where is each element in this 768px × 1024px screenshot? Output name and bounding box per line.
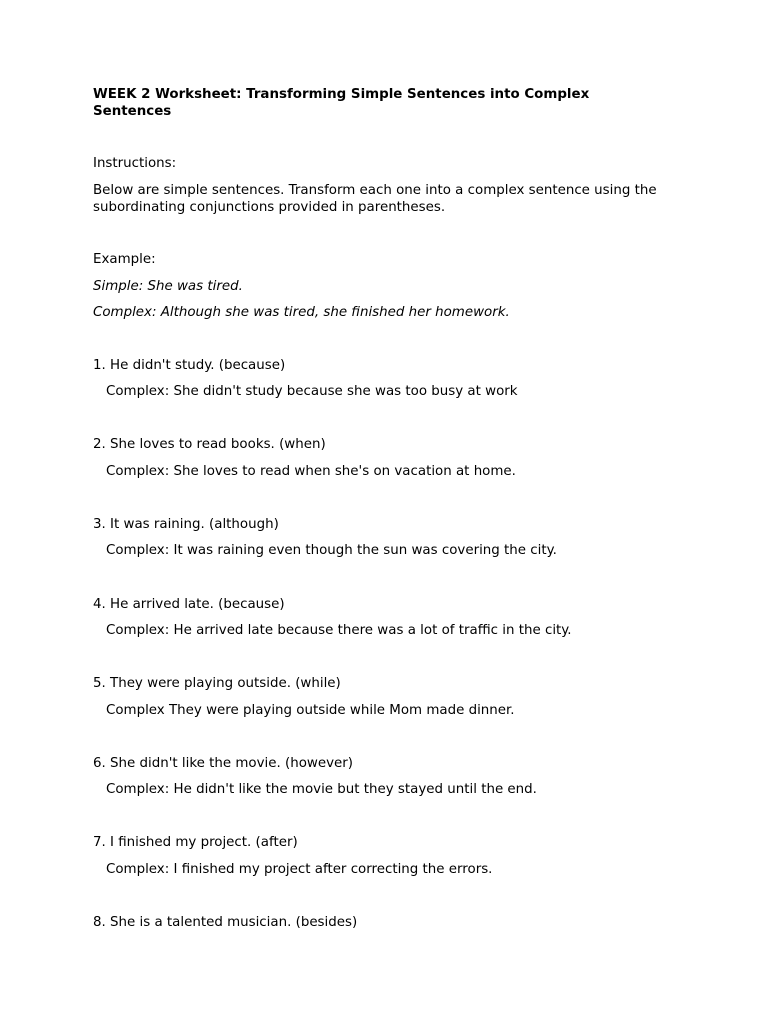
item-1-answer: Complex: She didn't study because she was too busy at work bbox=[106, 384, 518, 399]
example-label: Example: bbox=[93, 252, 156, 267]
item-2-answer: Complex: She loves to read when she's on vacation at home. bbox=[106, 464, 516, 479]
item-8-prompt: 8. She is a talented musician. (besides) bbox=[93, 915, 358, 930]
item-7-prompt: 7. I finished my project. (after) bbox=[93, 835, 298, 850]
item-4-prompt: 4. He arrived late. (because) bbox=[93, 597, 285, 612]
example-simple: Simple: She was tired. bbox=[93, 279, 243, 294]
instructions-text: Below are simple sentences. Transform each one into a complex sentence using the subordinating conjunctions provided in parentheses. bbox=[93, 183, 657, 215]
item-6-answer: Complex: He didn't like the movie but they stayed until the end. bbox=[106, 782, 537, 797]
item-5-answer: Complex They were playing outside while Mom made dinner. bbox=[106, 703, 515, 718]
instructions-label: Instructions: bbox=[93, 156, 177, 171]
example-complex: Complex: Although she was tired, she finished her homework. bbox=[93, 305, 510, 320]
item-6-prompt: 6. She didn't like the movie. (however) bbox=[93, 756, 353, 771]
item-7-answer: Complex: I finished my project after correcting the errors. bbox=[106, 862, 493, 877]
item-4-answer: Complex: He arrived late because there was a lot of traffic in the city. bbox=[106, 623, 572, 638]
page-title: WEEK 2 Worksheet: Transforming Simple Sentences into Complex Sentences bbox=[93, 87, 590, 119]
item-1-prompt: 1. He didn't study. (because) bbox=[93, 358, 286, 373]
item-2-prompt: 2. She loves to read books. (when) bbox=[93, 437, 326, 452]
item-5-prompt: 5. They were playing outside. (while) bbox=[93, 676, 341, 691]
item-3-answer: Complex: It was raining even though the sun was covering the city. bbox=[106, 543, 557, 558]
item-3-prompt: 3. It was raining. (although) bbox=[93, 517, 279, 532]
